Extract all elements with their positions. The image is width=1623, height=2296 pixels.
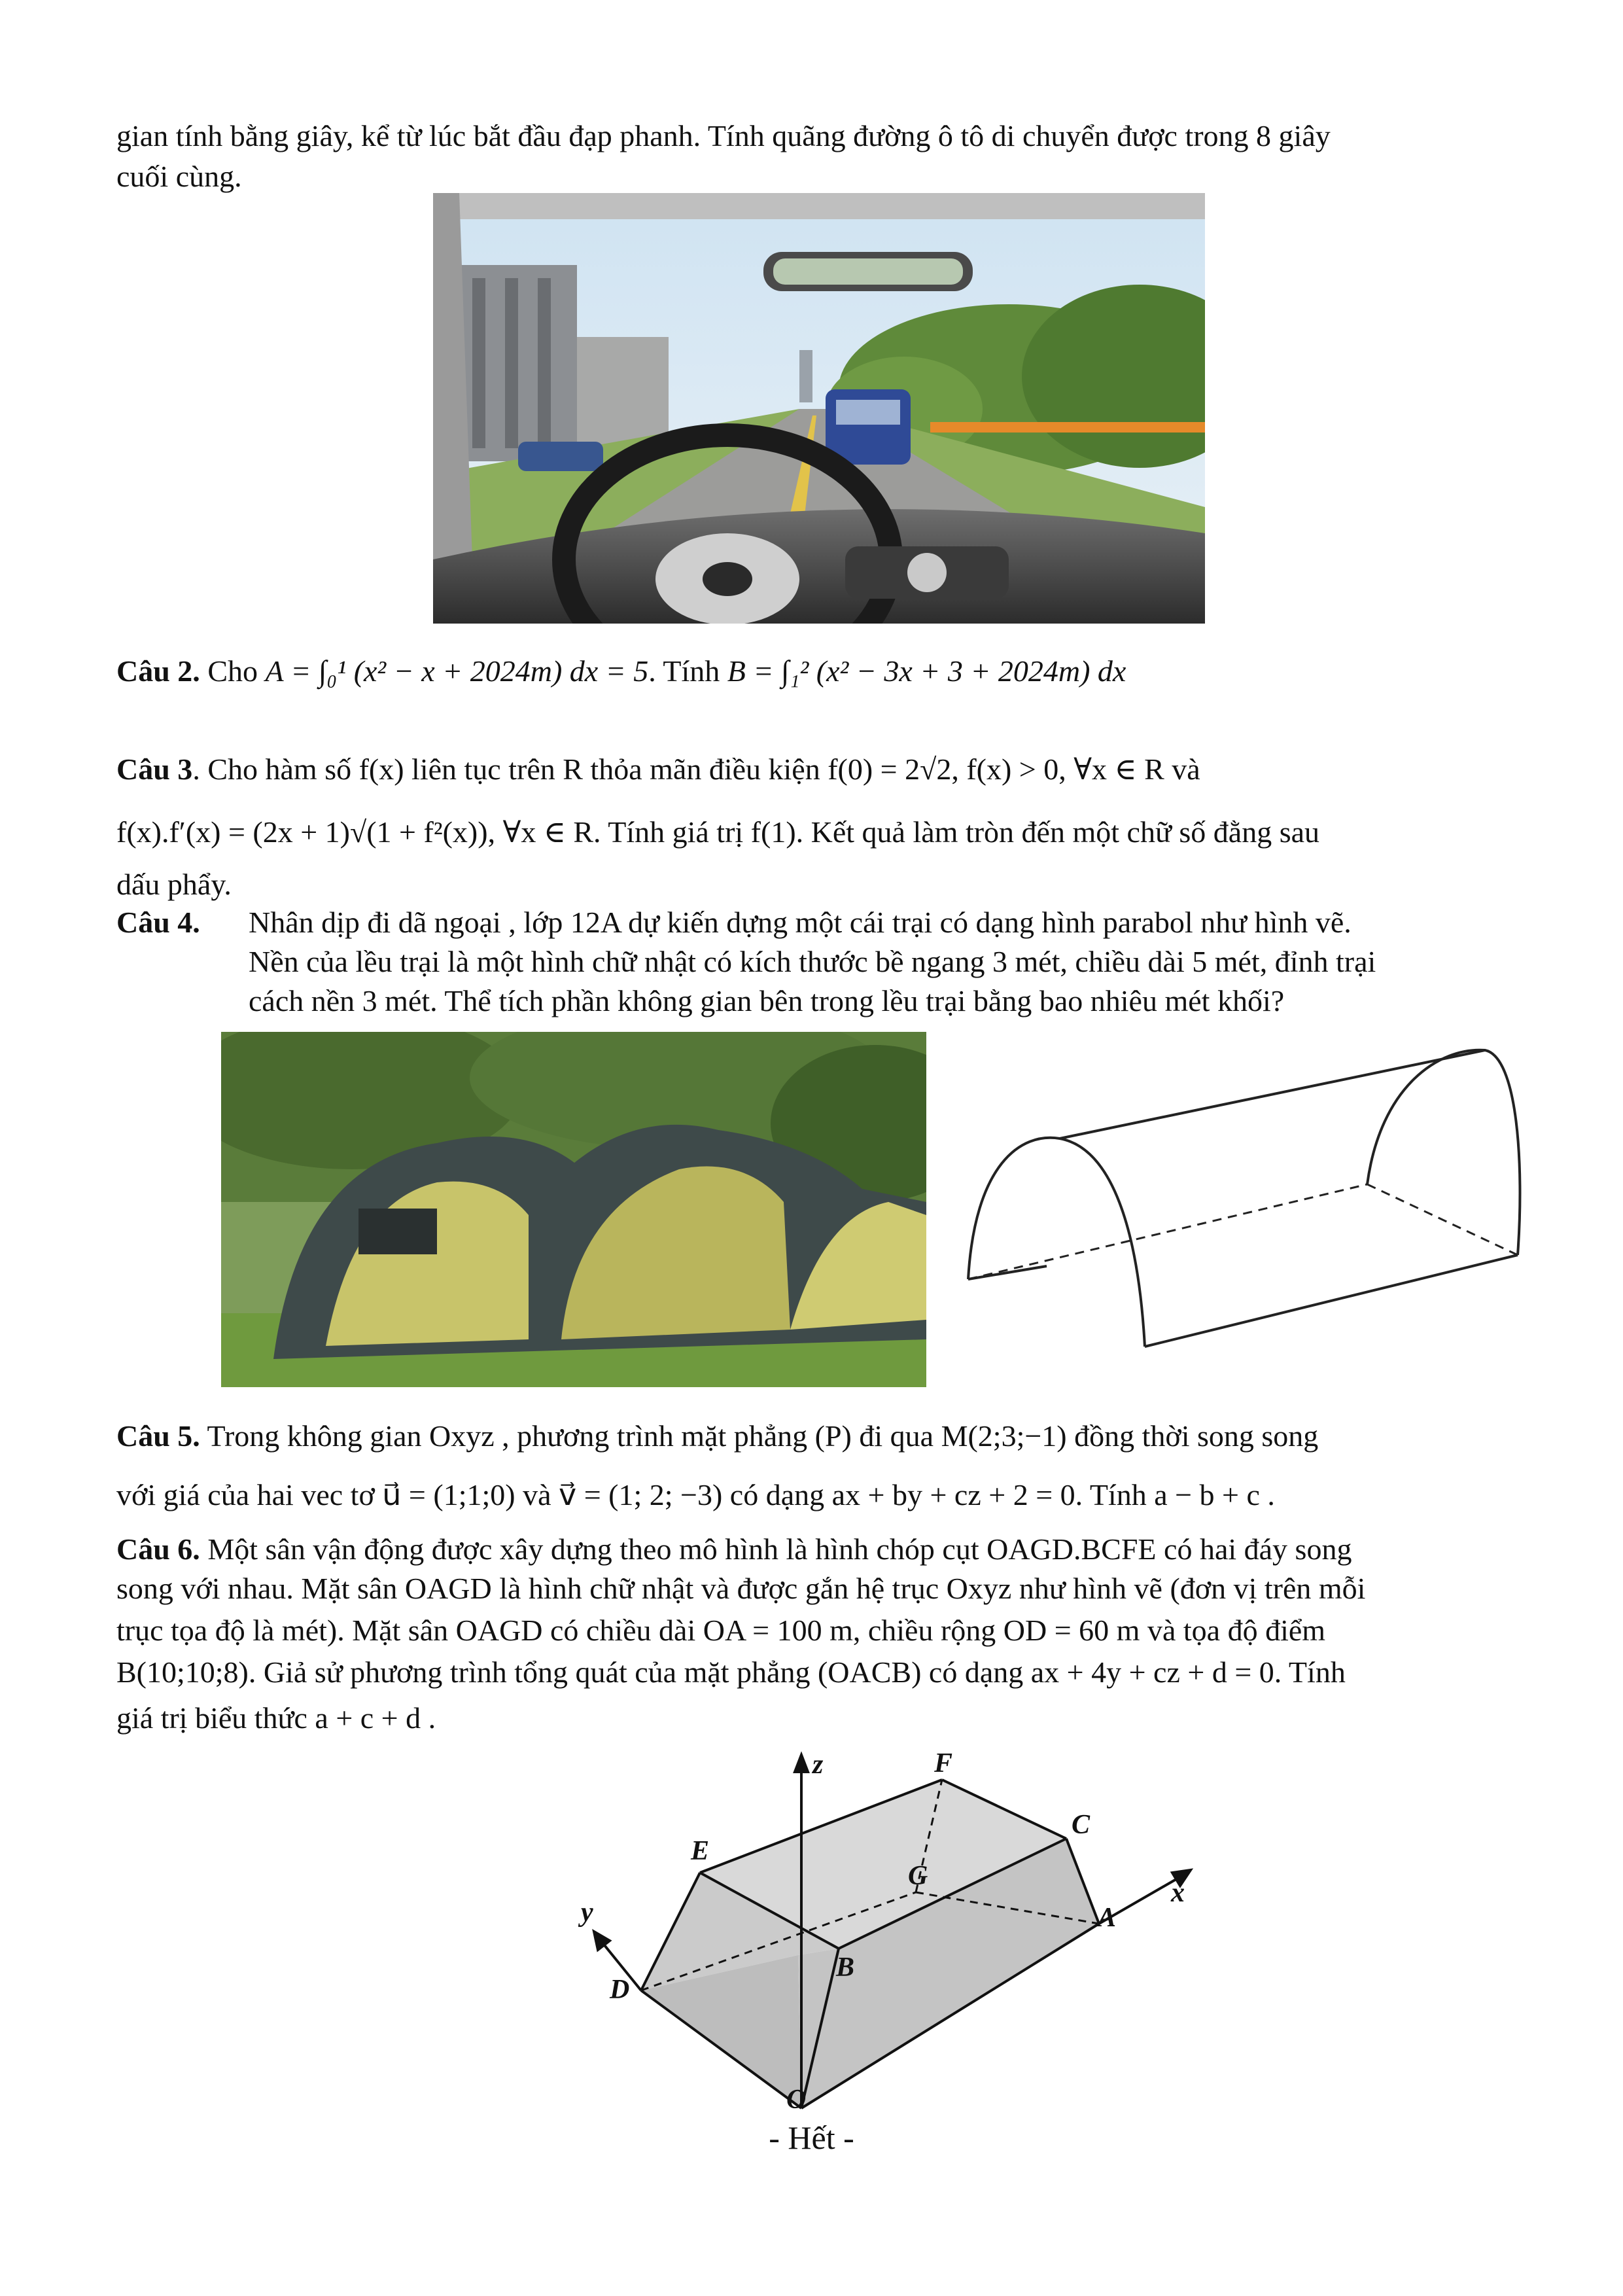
q2-text-a: Cho: [207, 654, 258, 688]
q2-text-b: . Tính: [648, 654, 720, 688]
question-5-line-2: với giá của hai vec tơ u⃗ = (1;1;0) và v⃗ = (1; 2; −3) có dạng ax + by + cz + 2 = 0. Tính a − b + c .: [116, 1478, 1275, 1511]
q2-label: Câu 2.: [116, 654, 200, 688]
question-6-line-3: trục tọa độ là mét). Mặt sân OAGD có chiều dài OA = 100 m, chiều rộng OD = 60 m và tọa độ điểm: [116, 1614, 1326, 1647]
label-C: C: [1072, 1810, 1091, 1840]
q6-line-1-text: Một sân vận động được xây dựng theo mô hình là hình chóp cụt OAGD.BCFE có hai đáy song: [207, 1532, 1352, 1566]
q3-line-1-text: . Cho hàm số f(x) liên tục trên R thỏa mãn điều kiện f(0) = 2√2, f(x) > 0, ∀x ∈ R và: [192, 752, 1200, 786]
question-4-line-2: Nền của lều trại là một hình chữ nhật có kích thước bề ngang 3 mét, chiều dài 5 mét, đỉnh trại: [249, 945, 1376, 978]
question-4-line-1: Nhân dịp đi dã ngoại , lớp 12A dự kiến dựng một cái trại có dạng hình parabol như hình vẽ.: [249, 906, 1352, 939]
back-parabola: [1367, 1050, 1520, 1255]
tent-photo: [221, 1032, 926, 1387]
label-O: O: [786, 2085, 807, 2115]
question-6-line-5: giá trị biểu thức a + c + d .: [116, 1701, 436, 1735]
question-3-line-2: f(x).f′(x) = (2x + 1)√(1 + f²(x)), ∀x ∈ R. Tính giá trị f(1). Kết quả làm tròn đến một chữ số đằng sau: [116, 815, 1320, 849]
question-6-line-2: song với nhau. Mặt sân OAGD là hình chữ nhật và được gắn hệ trục Oxyz như hình vẽ (đơn vị trên mỗi: [116, 1572, 1366, 1605]
question-2: [116, 652, 1126, 691]
label-A: A: [1098, 1903, 1117, 1933]
q6-label: Câu 6.: [116, 1532, 200, 1566]
q4-label: Câu 4.: [116, 906, 200, 939]
label-x: x: [1171, 1878, 1185, 1908]
intro-line-1: gian tính bằng giây, kể từ lúc bắt đầu đạp phanh. Tính quãng đường ô tô di chuyển được trong 8 giây: [116, 119, 1331, 152]
q5-label: Câu 5.: [116, 1419, 200, 1453]
question-3-line-3: dấu phẩy.: [116, 868, 232, 901]
stadium-frustum-diagram: [576, 1747, 1204, 2127]
q5-line-1-text: Trong không gian Oxyz , phương trình mặt phẳng (P) đi qua M(2;3;−1) đồng thời song song: [207, 1419, 1319, 1453]
question-4-line-3: cách nền 3 mét. Thể tích phần không gian bên trong lều trại bằng bao nhiêu mét khối?: [249, 984, 1285, 1017]
q3-label: Câu 3: [116, 752, 193, 786]
question-3-line-1: [116, 750, 1516, 789]
label-G: G: [908, 1861, 928, 1891]
parabolic-tent-diagram: [962, 1034, 1531, 1358]
q2-formula-a: A = ∫₀¹ (x² − x + 2024m) dx = 5: [265, 654, 649, 688]
label-B: B: [836, 1952, 855, 1983]
label-E: E: [691, 1836, 710, 1866]
question-6-line-1: [116, 1530, 1516, 1569]
label-F: F: [934, 1748, 953, 1778]
end-marker: - Hết -: [769, 2119, 854, 2156]
intro-line-2: cuối cùng.: [116, 160, 242, 193]
label-y: y: [581, 1898, 593, 1928]
label-D: D: [610, 1975, 630, 2005]
question-5-line-1: [116, 1417, 1516, 1456]
question-6-line-4: B(10;10;8). Giả sử phương trình tổng quát của mặt phẳng (OACB) có dạng ax + 4y + cz + d = 0. Tính: [116, 1655, 1346, 1689]
q2-formula-b: B = ∫₁² (x² − 3x + 3 + 2024m) dx: [727, 654, 1126, 688]
label-z: z: [812, 1750, 824, 1780]
car-dashboard-photo: [433, 193, 1205, 624]
front-parabola: [968, 1138, 1145, 1347]
